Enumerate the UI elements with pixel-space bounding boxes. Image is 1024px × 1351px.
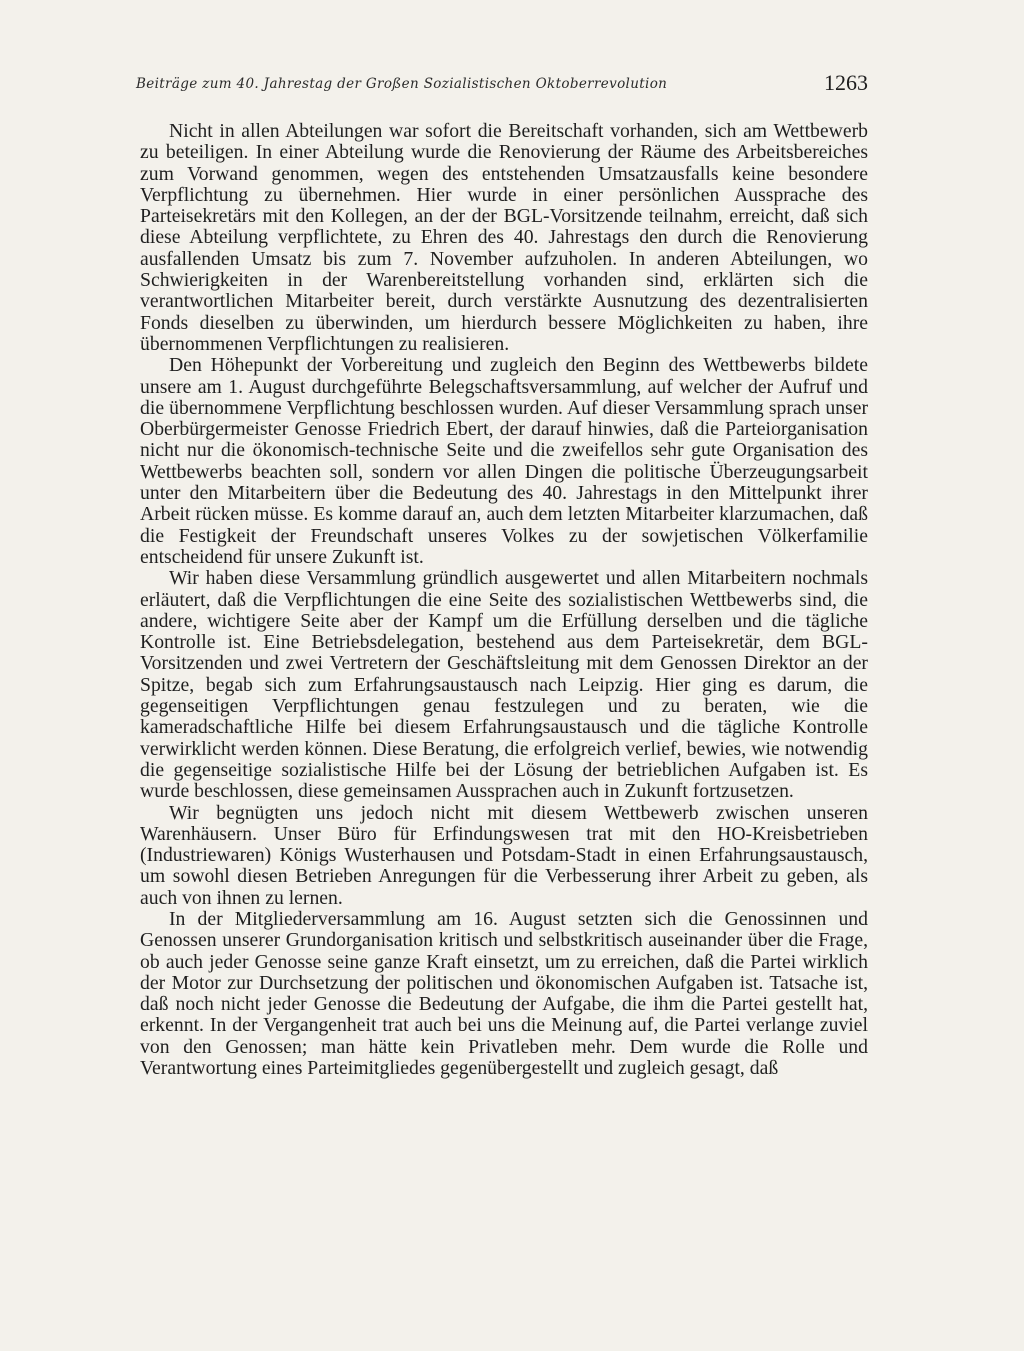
paragraph: Wir begnügten uns jedoch nicht mit diesem Wettbewerb zwischen unseren Warenhäusern. Unser Büro für Erfindungswesen trat mit den HO-Kreisbetrieben (Industriewaren) Königs Wusterhausen und Potsdam-Stadt in einen Erfahrungsaustausch, um sowohl diesen Betrieben Anregungen für die Verbesserung ihrer Arbeit zu geben, als auch von ihnen zu lernen.	[140, 801, 868, 909]
paragraph: In der Mitgliederversammlung am 16. August setzten sich die Genossinnen und Genossen unserer Grundorganisation kritisch und selbstkritisch auseinander über die Frage, ob auch jeder Genosse seine ganze Kraft einsetzt, um zu erreichen, daß die Partei wirklich der Motor zur Durchsetzung der politischen und ökonomischen Aufgaben ist. Tatsache ist, daß noch nicht jeder Genosse die Bedeutung der Aufgabe, die ihm die Partei gestellt hat, erkennt. In der Vergangenheit trat auch bei uns die Meinung auf, die Partei verlange zuviel von den Genossen; man hätte kein Privatleben mehr. Dem wurde die Rolle und Verantwortung eines Parteimitgliedes gegenübergestellt und zugleich gesagt, daß	[140, 907, 868, 1080]
paragraph: Wir haben diese Versammlung gründlich ausgewertet und allen Mitarbeitern nochmals erläutert, daß die Verpflichtungen die eine Seite des sozialistischen Wettbewerbs sind, die andere, wichtigere Seite aber der Kampf um die Erfüllung derselben und die tägliche Kontrolle ist. Eine Betriebsdelegation, bestehend aus dem Parteisekretär, dem BGL-Vorsitzenden und zwei Vertretern der Geschäftsleitung mit dem Genossen Direktor an der Spitze, begab sich zum Erfahrungsaustausch nach Leipzig. Hier ging es darum, die gegenseitigen Verpflichtungen genau festzulegen und zu beraten, wie die kameradschaftliche Hilfe bei diesem Erfahrungsaustausch und die tägliche Kontrolle verwirklicht werden können. Diese Beratung, die erfolgreich verlief, bewies, wie notwendig die gegenseitige sozialistische Hilfe bei der Lösung der betrieblichen Aufgaben ist. Es wurde beschlossen, diese gemeinsamen Aussprachen auch in Zukunft fortzusetzen.	[140, 567, 868, 803]
paragraph: Den Höhepunkt der Vorbereitung und zugleich den Beginn des Wettbewerbs bildete unsere am 1. August durchgeführte Belegschaftsversammlung, auf welcher der Aufruf und die übernommene Verpflichtung beschlossen wurden. Auf dieser Versammlung sprach unser Oberbürgermeister Genosse Friedrich Ebert, der darauf hinwies, daß die Parteiorganisation nicht nur die ökonomisch-technische Seite und die zweifellos sehr gute Organisation des Wettbewerbs beachten soll, sondern vor allen Dingen die politische Überzeugungsarbeit unter den Mitarbeitern über die Bedeutung des 40. Jahrestags in den Mittelpunkt ihrer Arbeit rücken müsse. Es komme darauf an, auch dem letzten Mitarbeiter klarzumachen, daß die Festigkeit der Freundschaft unseres Volkes zu der sowjetischen Völkerfamilie entscheidend für unsere Zukunft ist.	[140, 354, 868, 568]
running-title: Beiträge zum 40. Jahrestag der Großen Sozialistischen Oktoberrevolution	[136, 76, 668, 92]
paragraph: Nicht in allen Abteilungen war sofort die Bereitschaft vorhanden, sich am Wettbewerb zu beteiligen. In einer Abteilung wurde die Renovierung der Räume des Arbeitsbereiches zum Vorwand genommen, wegen des entstehenden Umsatzausfalls keine besondere Verpflichtung zu übernehmen. Hier wurde in einer persönlichen Aussprache des Parteisekretärs mit den Kollegen, an der der BGL-Vorsitzende teilnahm, erreicht, daß sich diese Abteilung verpflichtete, zu Ehren des 40. Jahrestags den durch die Renovierung ausfallenden Umsatz bis zum 7. November aufzuholen. In anderen Abteilungen, wo Schwierigkeiten in der Warenbereitstellung vorhanden sind, erklärten sich die verantwortlichen Mitarbeiter bereit, durch verstärkte Ausnutzung des dezentralisierten Fonds dieselben zu überwinden, um hierdurch bessere Möglichkeiten zu haben, ihre übernommenen Verpflichtungen zu realisieren.	[140, 120, 868, 355]
page-number: 1263	[824, 70, 868, 95]
body-text	[140, 121, 868, 1079]
page-header	[136, 70, 868, 100]
